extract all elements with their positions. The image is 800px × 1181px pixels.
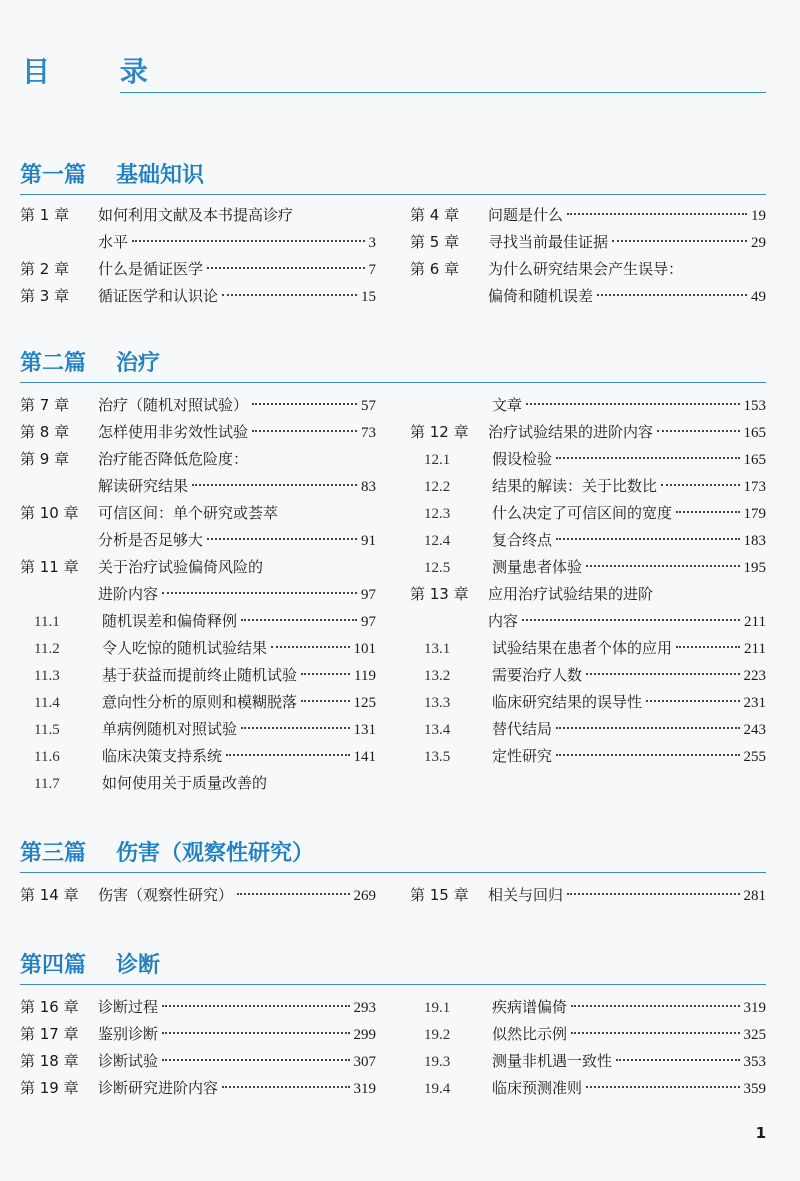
entry-title: 内容: [488, 612, 519, 630]
chapter-label: 第 3 章: [20, 287, 70, 305]
section-number: 13.4: [424, 722, 451, 738]
dot-leader: [676, 511, 739, 513]
page-ref: 195: [743, 560, 766, 576]
section-number: 12.4: [424, 533, 451, 549]
part-number: 第三篇: [20, 841, 87, 866]
page-ref: 131: [353, 722, 376, 738]
page-ref: 319: [353, 1081, 376, 1097]
toc-entry: [410, 527, 766, 554]
dot-leader: [556, 727, 739, 729]
part-2: [20, 346, 766, 792]
toc-column-right: [410, 202, 766, 310]
dot-leader: [571, 1032, 739, 1034]
toc-entry: [20, 1021, 376, 1048]
part-number: 第四篇: [20, 953, 87, 978]
section-number: 13.1: [424, 641, 451, 657]
toc-column-left: [20, 392, 376, 797]
toc-entry: [20, 527, 376, 554]
chapter-label: 第 2 章: [20, 260, 70, 278]
toc-entry: [410, 500, 766, 527]
dot-leader: [556, 754, 739, 756]
toc-entry: [20, 256, 376, 283]
dot-leader: [556, 538, 739, 540]
dot-leader: [556, 457, 739, 459]
entry-title: 什么是循证医学: [98, 260, 204, 278]
toc-entry: [410, 689, 766, 716]
entry-title: 水平: [98, 233, 129, 251]
page-ref: 141: [353, 749, 376, 765]
part-heading: [20, 346, 766, 382]
chapter-label: 第 8 章: [20, 423, 70, 441]
entry-title: 临床预测准则: [492, 1079, 583, 1097]
entry-title: 偏倚和随机误差: [488, 287, 594, 305]
entry-title: 治疗试验结果的进阶内容: [488, 423, 654, 441]
section-number: 12.2: [424, 479, 451, 495]
entry-title: 结果的解读：关于比数比: [492, 477, 658, 495]
toc-entry: [410, 473, 766, 500]
title-divider: [120, 92, 766, 93]
toc-entry: [410, 716, 766, 743]
page-ref: 299: [353, 1027, 376, 1043]
dot-leader: [132, 240, 364, 242]
page-ref: 293: [353, 1000, 376, 1016]
page-ref: 97: [361, 614, 376, 630]
page-ref: 179: [743, 506, 766, 522]
page-ref: 125: [353, 695, 376, 711]
entry-title: 试验结果在患者个体的应用: [492, 639, 673, 657]
section-number: 13.3: [424, 695, 451, 711]
chapter-label: 第 12 章: [410, 423, 469, 441]
dot-leader: [252, 403, 357, 405]
part-number: 第一篇: [20, 163, 87, 188]
chapter-label: 第 7 章: [20, 396, 70, 414]
page-ref: 97: [361, 587, 376, 603]
dot-leader: [252, 430, 357, 432]
section-number: 11.5: [34, 722, 60, 738]
page-ref: 153: [743, 398, 766, 414]
section-number: 11.7: [34, 776, 60, 792]
toc-column-right: [410, 994, 766, 1102]
dot-leader: [661, 484, 739, 486]
entry-title: 如何利用文献及本书提高诊疗: [98, 206, 294, 224]
toc-entry: [410, 1048, 766, 1075]
chapter-label: 第 10 章: [20, 504, 79, 522]
part-divider: [20, 382, 766, 383]
page-ref: 165: [743, 452, 766, 468]
page-ref: 15: [361, 289, 376, 305]
page-title: 目 录: [22, 55, 178, 88]
chapter-label: 第 19 章: [20, 1079, 79, 1097]
page-ref: 183: [743, 533, 766, 549]
entry-title: 复合终点: [492, 531, 553, 549]
toc-entry: [20, 1048, 376, 1075]
dot-leader: [586, 1086, 739, 1088]
dot-leader: [657, 430, 739, 432]
dot-leader: [192, 484, 357, 486]
entry-title: 文章: [492, 396, 523, 414]
toc-entry: [20, 554, 376, 581]
part-divider: [20, 872, 766, 873]
dot-leader: [301, 673, 350, 675]
dot-leader: [571, 1005, 739, 1007]
toc-column-right: [410, 392, 766, 770]
toc-entry: [410, 554, 766, 581]
entry-title: 基于获益而提前终止随机试验: [102, 666, 298, 684]
part-title: 基础知识: [116, 163, 205, 188]
toc-entry: [20, 202, 376, 229]
toc-entry: [410, 635, 766, 662]
entry-title: 如何使用关于质量改善的: [102, 774, 268, 792]
toc-entry: [20, 446, 376, 473]
dot-leader: [567, 213, 747, 215]
page-ref: 319: [743, 1000, 766, 1016]
toc-entry: [20, 608, 376, 635]
toc-entry: [20, 770, 376, 797]
entry-title: 什么决定了可信区间的宽度: [492, 504, 673, 522]
page-ref: 19: [751, 208, 766, 224]
page-ref: 359: [743, 1081, 766, 1097]
toc-entry: [410, 994, 766, 1021]
part-divider: [20, 194, 766, 195]
toc-entry: [20, 716, 376, 743]
entry-title: 可信区间：单个研究或荟萃: [98, 504, 279, 522]
dot-leader: [241, 727, 349, 729]
part-divider: [20, 984, 766, 985]
page-ref: 49: [751, 289, 766, 305]
toc-entry: [20, 229, 376, 256]
toc-entry: [410, 608, 766, 635]
entry-title: 测量非机遇一致性: [492, 1052, 613, 1070]
toc-entry: [20, 473, 376, 500]
part-3: [20, 836, 766, 904]
part-title: 治疗: [116, 351, 161, 376]
chapter-label: 第 9 章: [20, 450, 70, 468]
section-number: 11.2: [34, 641, 60, 657]
toc-entry: [410, 392, 766, 419]
part-title: 诊断: [116, 953, 161, 978]
page-ref: 7: [368, 262, 376, 278]
page-ref: 211: [744, 641, 766, 657]
entry-title: 治疗（随机对照试验）: [98, 396, 249, 414]
page-number: 1: [755, 1124, 766, 1142]
toc-entry: [20, 882, 376, 909]
part-1: [20, 158, 766, 305]
dot-leader: [301, 700, 349, 702]
page-ref: 211: [744, 614, 766, 630]
toc-entry: [410, 743, 766, 770]
entry-title: 定性研究: [492, 747, 553, 765]
toc-entry: [410, 202, 766, 229]
dot-leader: [226, 754, 349, 756]
dot-leader: [646, 700, 739, 702]
dot-leader: [612, 240, 747, 242]
page-ref: 83: [361, 479, 376, 495]
toc-entry: [20, 743, 376, 770]
chapter-label: 第 15 章: [410, 886, 469, 904]
dot-leader: [162, 1032, 349, 1034]
page-ref: 3: [368, 235, 376, 251]
toc-entry: [410, 1075, 766, 1102]
page-ref: 165: [743, 425, 766, 441]
dot-leader: [522, 619, 740, 621]
entry-title: 测量患者体验: [492, 558, 583, 576]
dot-leader: [162, 1059, 349, 1061]
entry-title: 为什么研究结果会产生误导：: [488, 260, 684, 278]
page-ref: 173: [743, 479, 766, 495]
dot-leader: [586, 565, 739, 567]
entry-title: 意向性分析的原则和模糊脱落: [102, 693, 298, 711]
page-ref: 57: [361, 398, 376, 414]
entry-title: 应用治疗试验结果的进阶: [488, 585, 654, 603]
entry-title: 单病例随机对照试验: [102, 720, 238, 738]
dot-leader: [597, 294, 747, 296]
toc-entry: [410, 1021, 766, 1048]
entry-title: 鉴别诊断: [98, 1025, 159, 1043]
section-number: 11.3: [34, 668, 60, 684]
chapter-label: 第 18 章: [20, 1052, 79, 1070]
toc-column-right: [410, 882, 766, 909]
dot-leader: [616, 1059, 739, 1061]
toc-entry: [410, 446, 766, 473]
chapter-label: 第 6 章: [410, 260, 460, 278]
entry-title: 关于治疗试验偏倚风险的: [98, 558, 264, 576]
section-number: 19.2: [424, 1027, 451, 1043]
dot-leader: [241, 619, 357, 621]
page-ref: 353: [743, 1054, 766, 1070]
chapter-label: 第 13 章: [410, 585, 469, 603]
entry-title: 疾病谱偏倚: [492, 998, 568, 1016]
entry-title: 寻找当前最佳证据: [488, 233, 609, 251]
dot-leader: [222, 1086, 349, 1088]
toc-entry: [20, 689, 376, 716]
dot-leader: [162, 1005, 349, 1007]
chapter-label: 第 16 章: [20, 998, 79, 1016]
dot-leader: [567, 893, 739, 895]
section-number: 12.5: [424, 560, 451, 576]
entry-title: 相关与回归: [488, 886, 564, 904]
page-ref: 325: [743, 1027, 766, 1043]
entry-title: 临床研究结果的误导性: [492, 693, 643, 711]
entry-title: 诊断研究进阶内容: [98, 1079, 219, 1097]
toc-entry: [410, 229, 766, 256]
entry-title: 问题是什么: [488, 206, 564, 224]
entry-title: 似然比示例: [492, 1025, 568, 1043]
part-4: [20, 948, 766, 1097]
entry-title: 临床决策支持系统: [102, 747, 223, 765]
entry-title: 循证医学和认识论: [98, 287, 219, 305]
dot-leader: [676, 646, 740, 648]
entry-title: 治疗能否降低危险度：: [98, 450, 249, 468]
section-number: 11.4: [34, 695, 60, 711]
toc-entry: [410, 419, 766, 446]
dot-leader: [207, 267, 364, 269]
page-ref: 101: [353, 641, 376, 657]
entry-title: 令人吃惊的随机试验结果: [102, 639, 268, 657]
section-number: 12.3: [424, 506, 451, 522]
toc-column-left: [20, 994, 376, 1102]
section-number: 11.6: [34, 749, 60, 765]
toc-entry: [20, 635, 376, 662]
toc-column-left: [20, 202, 376, 310]
part-title: 伤害（观察性研究）: [116, 841, 315, 866]
entry-title: 进阶内容: [98, 585, 159, 603]
entry-title: 怎样使用非劣效性试验: [98, 423, 249, 441]
toc-entry: [20, 283, 376, 310]
toc-entry: [410, 256, 766, 283]
chapter-label: 第 17 章: [20, 1025, 79, 1043]
entry-title: 分析是否足够大: [98, 531, 204, 549]
dot-leader: [207, 538, 357, 540]
dot-leader: [526, 403, 739, 405]
entry-title: 需要治疗人数: [492, 666, 583, 684]
page-ref: 269: [353, 888, 376, 904]
chapter-label: 第 5 章: [410, 233, 460, 251]
toc-entry: [410, 662, 766, 689]
dot-leader: [271, 646, 349, 648]
toc-entry: [410, 283, 766, 310]
toc-entry: [410, 882, 766, 909]
part-heading: [20, 158, 766, 194]
toc-entry: [20, 1075, 376, 1102]
chapter-label: 第 1 章: [20, 206, 70, 224]
toc-entry: [20, 662, 376, 689]
toc-entry: [20, 392, 376, 419]
dot-leader: [162, 592, 357, 594]
section-number: 19.3: [424, 1054, 451, 1070]
dot-leader: [222, 294, 357, 296]
page-ref: 223: [743, 668, 766, 684]
page-ref: 243: [743, 722, 766, 738]
toc-entry: [20, 500, 376, 527]
dot-leader: [586, 673, 739, 675]
section-number: 12.1: [424, 452, 451, 468]
page-ref: 29: [751, 235, 766, 251]
part-heading: [20, 948, 766, 984]
page-ref: 255: [743, 749, 766, 765]
chapter-label: 第 4 章: [410, 206, 460, 224]
toc-column-left: [20, 882, 376, 909]
entry-title: 解读研究结果: [98, 477, 189, 495]
part-number: 第二篇: [20, 351, 87, 376]
section-number: 13.2: [424, 668, 451, 684]
entry-title: 诊断试验: [98, 1052, 159, 1070]
dot-leader: [237, 893, 349, 895]
entry-title: 假设检验: [492, 450, 553, 468]
chapter-label: 第 11 章: [20, 558, 79, 576]
page-ref: 231: [743, 695, 766, 711]
page-ref: 73: [361, 425, 376, 441]
section-number: 19.1: [424, 1000, 451, 1016]
page-ref: 119: [354, 668, 376, 684]
toc-entry: [410, 581, 766, 608]
page-ref: 91: [361, 533, 376, 549]
entry-title: 诊断过程: [98, 998, 159, 1016]
section-number: 13.5: [424, 749, 451, 765]
entry-title: 替代结局: [492, 720, 553, 738]
toc-entry: [20, 419, 376, 446]
page-ref: 281: [743, 888, 766, 904]
entry-title: 伤害（观察性研究）: [98, 886, 234, 904]
toc-entry: [20, 994, 376, 1021]
entry-title: 随机误差和偏倚释例: [102, 612, 238, 630]
toc-entry: [20, 581, 376, 608]
section-number: 11.1: [34, 614, 60, 630]
page-ref: 307: [353, 1054, 376, 1070]
part-heading: [20, 836, 766, 872]
chapter-label: 第 14 章: [20, 886, 79, 904]
section-number: 19.4: [424, 1081, 451, 1097]
